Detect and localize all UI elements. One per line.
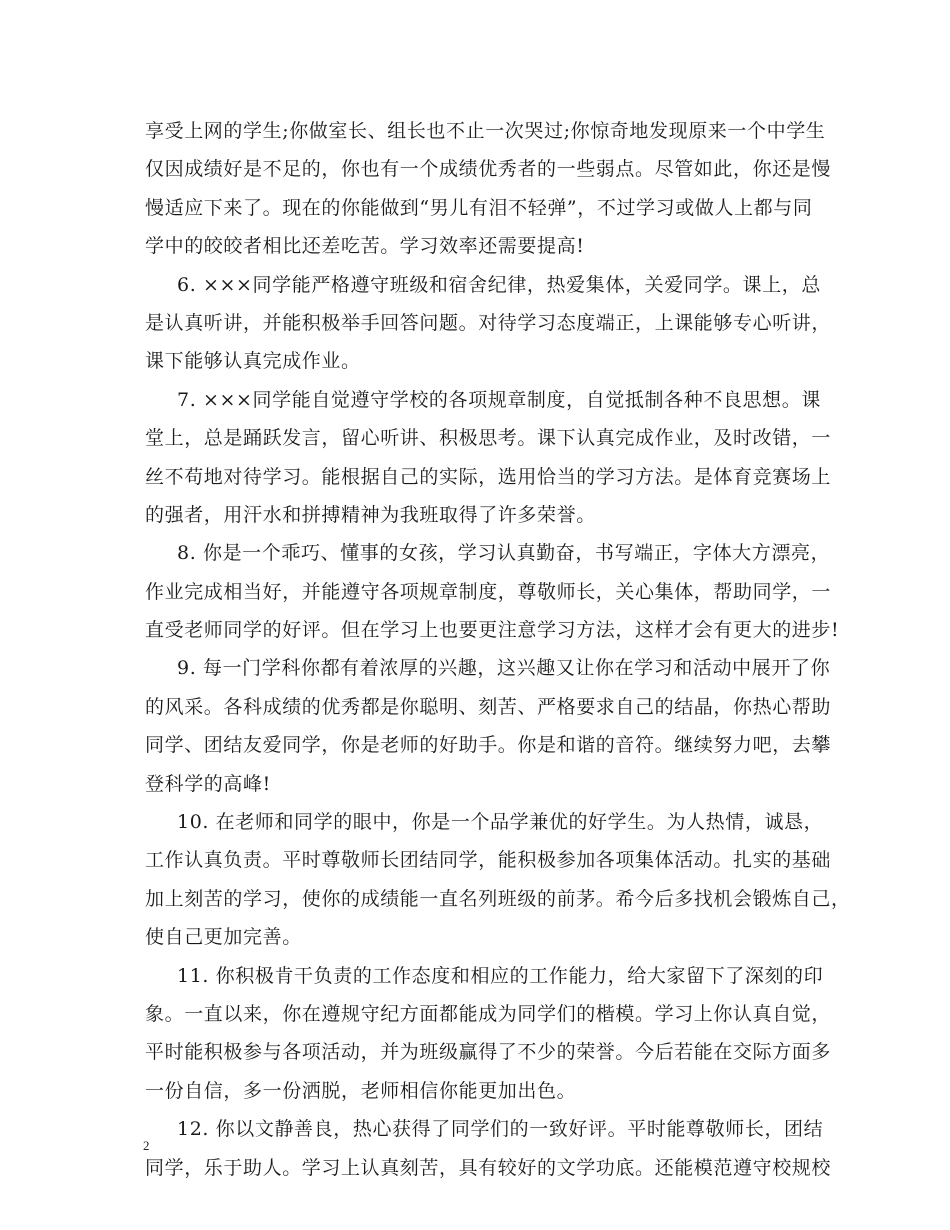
text-line: 仅因成绩好是不足的，你也有一个成绩优秀者的一些弱点。尽管如此，你还是慢 xyxy=(145,158,832,181)
text-line: 的风采。各科成绩的优秀都是你聪明、刻苦、严格要求自己的结晶，你热心帮助 xyxy=(145,695,832,718)
text-line: 加上刻苦的学习，使你的成绩能一直名列班级的前茅。希今后多找机会锻炼自己， xyxy=(145,887,851,910)
paragraph-item-6 xyxy=(145,266,832,381)
text-line: 课下能够认真完成作业。 xyxy=(145,350,361,373)
text-line: 同学，乐于助人。学习上认真刻苦，具有较好的文学功底。还能模范遵守校规校 xyxy=(145,1156,832,1179)
text-line: 作业完成相当好，并能遵守各项规章制度，尊敬师长，关心集体，帮助同学，一 xyxy=(145,580,832,603)
text-line: 是认真听讲，并能积极举手回答问题。对待学习态度端正，上课能够专心听讲， xyxy=(145,311,832,334)
text-line: 6. ×××同学能严格遵守班级和宿舍纪律，热爱集体，关爱同学。课上，总 xyxy=(177,273,821,296)
text-line: 12. 你以文静善良，热心获得了同学们的一致好评。平时能尊敬师长，团结 xyxy=(177,1118,824,1141)
paragraph-item-12 xyxy=(145,1110,832,1187)
text-line: 同学、团结友爱同学，你是老师的好助手。你是和谐的音符。继续努力吧，去攀 xyxy=(145,734,832,757)
text-line: 平时能积极参与各项活动，并为班级赢得了不少的荣誉。今后若能在交际方面多 xyxy=(145,1041,832,1064)
paragraph-item-8 xyxy=(145,534,840,649)
paragraph-item-10 xyxy=(145,803,851,957)
text-line: 工作认真负责。平时尊敬师长团结同学，能积极参加各项集体活动。扎实的基础 xyxy=(145,849,832,872)
paragraph-item-7 xyxy=(145,381,832,535)
text-line: 的强者，用汗水和拼搏精神为我班取得了许多荣誉。 xyxy=(145,503,596,526)
text-line: 一份自信，多一份洒脱，老师相信你能更加出色。 xyxy=(145,1079,577,1102)
text-line: 享受上网的学生;你做室长、组长也不止一次哭过;你惊奇地发现原来一个中学生 xyxy=(145,120,826,142)
document-body xyxy=(145,112,851,1187)
text-line: 象。一直以来，你在遵规守纪方面都能成为同学们的楷模。学习上你认真自觉， xyxy=(145,1002,832,1025)
text-line: 学中的皎皎者相比还差吃苦。学习效率还需要提高! xyxy=(145,235,585,258)
text-line: 堂上，总是踊跃发言，留心听讲、积极思考。课下认真完成作业，及时改错，一 xyxy=(145,427,832,450)
text-line: 10. 在老师和同学的眼中，你是一个品学兼优的好学生。为人热情，诚恳， xyxy=(177,811,824,834)
text-line: 使自己更加完善。 xyxy=(145,926,302,949)
text-line: 慢适应下来了。现在的你能做到“男儿有泪不轻弹”，不过学习或做人上都与同 xyxy=(145,196,813,219)
paragraph-item-11 xyxy=(145,957,832,1111)
text-line: 丝不苟地对待学习。能根据自己的实际，选用恰当的学习方法。是体育竞赛场上 xyxy=(145,465,832,488)
text-line: 8. 你是一个乖巧、懂事的女孩，学习认真勤奋，书写端正，字体大方漂亮， xyxy=(177,542,831,565)
text-line: 9. 每一门学科你都有着浓厚的兴趣，这兴趣又让你在学习和活动中展开了你 xyxy=(177,657,831,680)
paragraph-item-9 xyxy=(145,649,832,803)
text-line: 11. 你积极肯干负责的工作态度和相应的工作能力，给大家留下了深刻的印 xyxy=(177,964,824,987)
page-number: 2 xyxy=(143,1138,150,1153)
text-line: 登科学的高峰! xyxy=(145,772,271,795)
text-line: 7. ×××同学能自觉遵守学校的各项规章制度，自觉抵制各种不良思想。课 xyxy=(177,388,821,411)
text-line: 直受老师同学的好评。但在学习上也要更注意学习方法，这样才会有更大的进步! xyxy=(145,619,840,642)
paragraph-continuation xyxy=(145,112,832,266)
